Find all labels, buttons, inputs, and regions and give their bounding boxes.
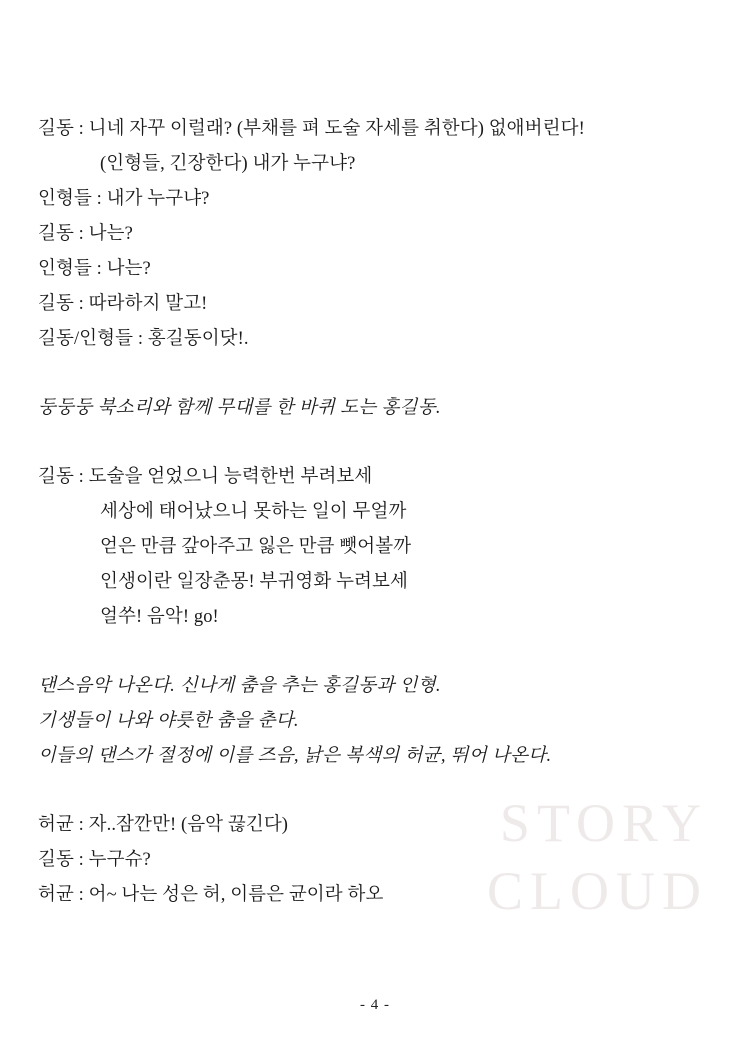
script-line: (인형들, 긴장한다) 내가 누구냐? <box>100 154 356 174</box>
script-body <box>38 112 690 913</box>
stage-direction-block-2 <box>38 669 690 774</box>
dialogue-block-2 <box>38 460 690 635</box>
script-line: 길동 : 나는? <box>38 224 133 244</box>
stage-direction-line: 둥둥둥 북소리와 함께 무대를 한 바퀴 도는 홍길동. <box>38 398 441 418</box>
page-number: - 4 - <box>360 997 390 1013</box>
script-line: 얻은 만큼 갚아주고 잃은 만큼 뺏어볼까 <box>100 537 412 557</box>
script-line: 인생이란 일장춘몽! 부귀영화 누려보세 <box>100 572 408 592</box>
stage-direction-line: 기생들이 나와 야릇한 춤을 춘다. <box>38 711 299 731</box>
stage-direction-line: 이들의 댄스가 절정에 이를 즈음, 낡은 복색의 허균, 뛰어 나온다. <box>38 746 552 766</box>
watermark-line-2: CLOUD <box>487 860 708 921</box>
script-line: 인형들 : 내가 누구냐? <box>38 189 210 209</box>
stage-direction-line: 댄스음악 나온다. 신나게 춤을 추는 홍길동과 인형. <box>38 676 441 696</box>
spacer <box>38 635 690 669</box>
script-line: 길동 : 도술을 얻었으니 능력한번 부려보세 <box>38 467 373 487</box>
script-line: 길동 : 따라하지 말고! <box>38 294 208 314</box>
script-line: 얼쑤! 음악! go! <box>100 607 219 627</box>
script-line: 길동 : 누구슈? <box>38 850 151 870</box>
dialogue-block-1 <box>38 112 690 357</box>
watermark-line-1: STORY <box>499 793 708 853</box>
script-line: 인형들 : 나는? <box>38 259 151 279</box>
script-line: 허균 : 어~ 나는 성은 허, 이름은 균이라 하오 <box>38 885 384 905</box>
script-line: 길동 : 니네 자꾸 이럴래? (부채를 펴 도술 자세를 취한다) 없애버린다! <box>38 119 585 139</box>
script-line: 세상에 태어났으니 못하는 일이 무얼까 <box>100 502 407 522</box>
spacer <box>38 426 690 460</box>
script-line: 허균 : 자..잠깐만! (음악 끊긴다) <box>38 815 289 835</box>
stage-direction-block-1 <box>38 391 690 426</box>
spacer <box>38 357 690 391</box>
script-line: 길동/인형들 : 홍길동이닷!. <box>38 329 249 349</box>
dialogue-block-3 <box>38 808 690 913</box>
spacer <box>38 774 690 808</box>
